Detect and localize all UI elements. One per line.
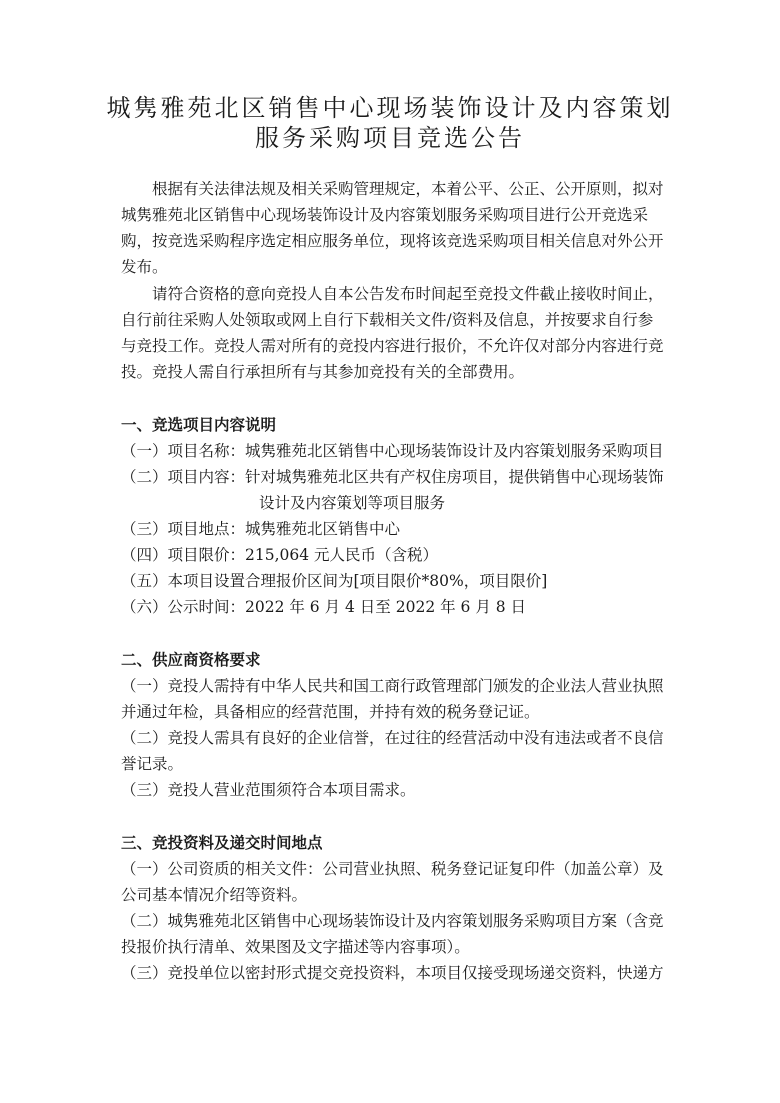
section-item: （二）城隽雅苑北区销售中心现场装饰设计及内容策划服务采购项目方案（含竞 [121,912,664,930]
intro-line: 城隽雅苑北区销售中心现场装饰设计及内容策划服务采购项目进行公开竞选采 [121,206,649,224]
intro-line: 与竞投工作。竞投人需对所有的竞投内容进行报价，不允许仅对部分内容进行竞 [121,337,664,355]
intro-line: 购，按竞选采购程序选定相应服务单位，现将该竞选采购项目相关信息对外公开 [121,232,664,250]
section-heading: 二、供应商资格要求 [121,650,261,669]
section-item: 并通过年检，具备相应的经营范围，并持有效的税务登记证。 [121,703,540,721]
section-item: 设计及内容策划等项目服务 [259,494,446,512]
intro-line: 请符合资格的意向竞投人自本公告发布时间起至竞投文件截止接收时间止， [152,285,664,303]
section-item: （三）项目地点：城隽雅苑北区销售中心 [121,520,401,538]
section-item: （一）项目名称：城隽雅苑北区销售中心现场装饰设计及内容策划服务采购项目 [121,442,664,460]
intro-line: 投。竞投人需自行承担所有与其参加竞投有关的全部费用。 [121,363,525,381]
section-item: 誉记录。 [121,755,184,773]
document-title-line-2: 服务采购项目竞选公告 [255,124,525,152]
section-item: 公司基本情况介绍等资料。 [121,886,308,904]
section-heading: 一、竞选项目内容说明 [121,415,277,434]
section-item: （二）竞投人需具有良好的企业信誉，在过往的经营活动中没有违法或者不良信 [121,729,664,747]
section-item: （二）项目内容：针对城隽雅苑北区共有产权住房项目，提供销售中心现场装饰 [121,468,664,486]
section-item: （五）本项目设置合理报价区间为[项目限价*80%，项目限价] [121,572,548,590]
section-item: （一）公司资质的相关文件：公司营业执照、税务登记证复印件（加盖公章）及 [121,860,664,878]
section-item: （一）竞投人需持有中华人民共和国工商行政管理部门颁发的企业法人营业执照 [121,677,664,695]
document-title-line-1: 城隽雅苑北区销售中心现场装饰设计及内容策划 [106,94,674,122]
intro-line: 根据有关法律法规及相关采购管理规定，本着公平、公正、公开原则，拟对 [152,180,664,198]
section-heading: 三、竞投资料及递交时间地点 [121,833,323,852]
section-item: （四）项目限价：215,064 元人民币（含税） [121,546,439,564]
section-item: 投报价执行清单、效果图及文字描述等内容事项）。 [121,938,470,956]
intro-line: 发布。 [121,258,168,276]
section-item: （三）竞投单位以密封形式提交竞投资料，本项目仅接受现场递交资料，快递方 [121,964,664,982]
intro-line: 自行前往采购人处领取或网上自行下载相关文件/资料及信息，并按要求自行参 [121,311,654,329]
section-item: （三）竞投人营业范围须符合本项目需求。 [121,781,416,799]
section-item: （六）公示时间：2022 年 6 月 4 日至 2022 年 6 月 8 日 [121,598,527,616]
